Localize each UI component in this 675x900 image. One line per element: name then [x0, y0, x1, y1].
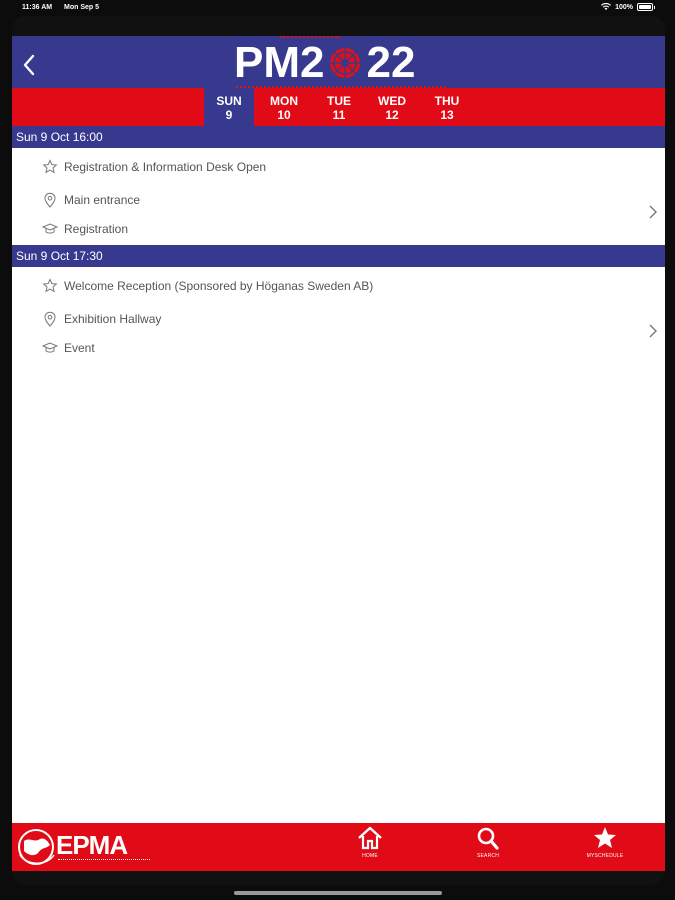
session-location-row[interactable] — [12, 304, 665, 334]
nav-search-label: SEARCH — [476, 853, 500, 859]
chevron-left-icon — [16, 50, 42, 80]
session-title: Registration & Information Desk Open — [64, 160, 267, 174]
home-icon — [356, 826, 384, 850]
tab-wed[interactable] — [367, 88, 417, 126]
star-outline-icon[interactable] — [42, 278, 58, 294]
tab-day: TUE — [327, 94, 351, 108]
graduation-cap-icon — [42, 221, 58, 237]
session-title-row[interactable] — [12, 152, 665, 182]
nav-myschedule-label: MYSCHEDULE — [586, 853, 624, 859]
star-outline-icon[interactable] — [42, 159, 58, 175]
gear-logo-icon — [325, 43, 365, 83]
epma-brand-text: EPMA — [56, 830, 128, 860]
tab-sun[interactable] — [204, 88, 254, 128]
wifi-icon — [601, 3, 611, 11]
status-time: 11:36 AM — [22, 4, 53, 11]
location-pin-icon — [42, 311, 58, 327]
session-title: Welcome Reception (Sponsored by Höganas Sweden AB) — [64, 279, 374, 293]
tab-num: 11 — [332, 108, 346, 122]
time-section-header: Sun 9 Oct 16:00 — [12, 126, 665, 148]
session-location: Main entrance — [64, 193, 141, 207]
tab-thu[interactable] — [422, 88, 472, 126]
nav-myschedule-button[interactable] — [575, 826, 635, 868]
tab-num: 9 — [225, 108, 233, 122]
search-icon — [474, 826, 502, 850]
session-location: Exhibition Hallway — [64, 312, 162, 326]
tab-num: 12 — [385, 108, 399, 122]
session-type: Registration — [64, 222, 129, 236]
nav-home-button[interactable] — [340, 826, 400, 868]
graduation-cap-icon — [42, 340, 58, 356]
status-date: Mon Sep 5 — [64, 4, 100, 11]
pm2022-logo — [234, 38, 415, 88]
session-title-row[interactable] — [12, 271, 665, 301]
home-indicator[interactable] — [234, 891, 442, 895]
tab-num: 13 — [440, 108, 454, 122]
status-bar — [0, 0, 675, 16]
tab-day: WED — [378, 94, 406, 108]
logo-text-left: PM2 — [234, 38, 325, 87]
nav-home-label: HOME — [362, 853, 378, 859]
tab-day: MON — [270, 94, 298, 108]
location-pin-icon — [42, 192, 58, 208]
time-section-header: Sun 9 Oct 17:30 — [12, 245, 665, 267]
session-type-row — [12, 333, 665, 363]
session-type: Event — [64, 341, 95, 355]
battery-icon — [637, 3, 653, 11]
tab-day: SUN — [216, 94, 242, 108]
tab-day: THU — [434, 94, 460, 108]
back-button[interactable] — [16, 50, 42, 80]
star-icon — [591, 826, 619, 850]
tab-mon[interactable] — [259, 88, 309, 126]
battery-percent: 100% — [615, 3, 633, 11]
epma-tagline-line — [58, 859, 150, 861]
session-location-row[interactable] — [12, 185, 665, 215]
app-screen — [12, 16, 665, 885]
session-type-row — [12, 214, 665, 244]
status-indicators — [601, 3, 653, 11]
tab-num: 10 — [277, 108, 291, 122]
tab-tue[interactable] — [314, 88, 364, 126]
logo-text-right: 22 — [366, 38, 416, 87]
nav-search-button[interactable] — [458, 826, 518, 868]
